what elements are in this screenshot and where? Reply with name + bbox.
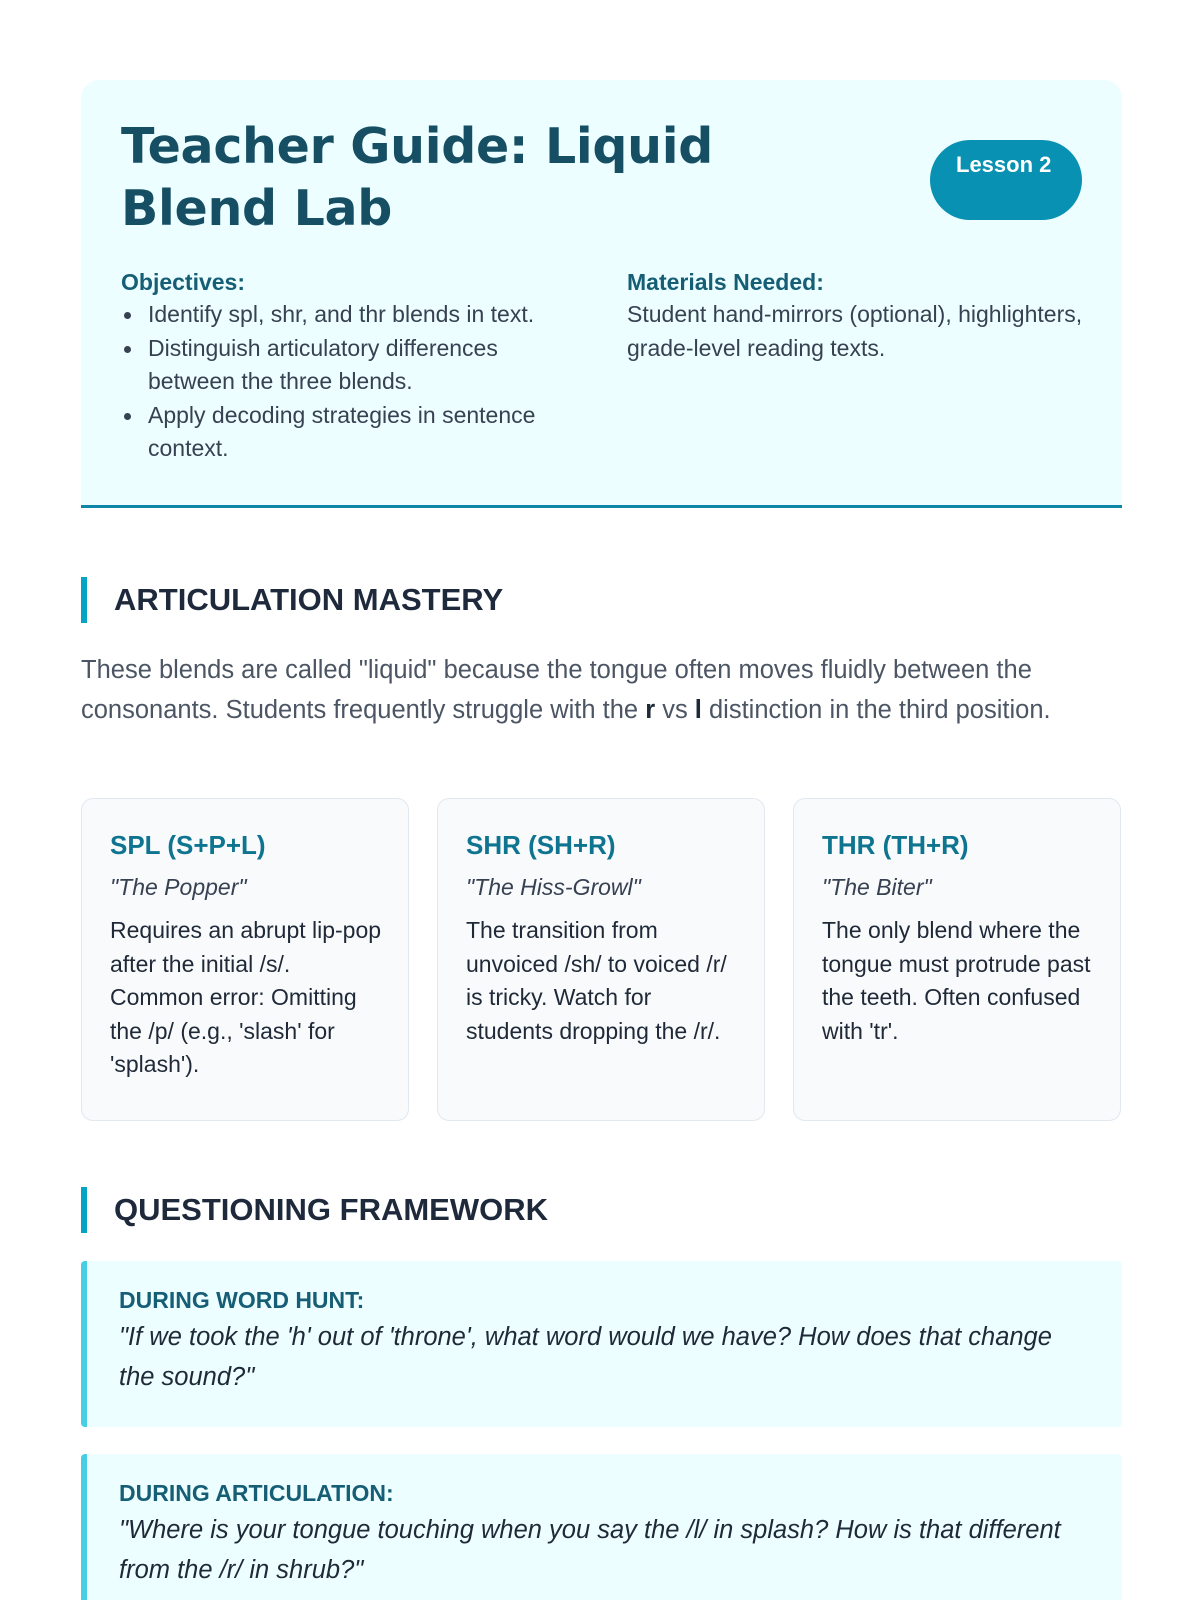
- bullet-icon: [124, 312, 131, 319]
- materials-heading: Materials Needed:: [627, 269, 824, 295]
- objectives-list: [121, 298, 591, 466]
- blend-card-nickname: "The Biter": [822, 874, 932, 900]
- question-label: DURING ARTICULATION:: [119, 1480, 394, 1506]
- blend-card-spl: [81, 798, 409, 1121]
- page-title: Teacher Guide: Liquid Blend Lab: [121, 118, 714, 237]
- objective-item: [121, 332, 591, 399]
- materials-text: Student hand-mirrors (optional), highlighters, grade-level reading texts.: [627, 301, 1083, 361]
- objective-item: [121, 298, 591, 332]
- blend-card-thr: [793, 798, 1121, 1121]
- blend-card-nickname: "The Hiss-Growl": [466, 874, 641, 900]
- intro-bold-r: r: [645, 696, 656, 724]
- objectives-heading: Objectives:: [121, 269, 245, 295]
- objective-text: Identify spl, shr, and thr blends in text.: [148, 301, 535, 327]
- blend-card-shr: [437, 798, 765, 1121]
- question-box-articulation: [81, 1454, 1122, 1600]
- question-text: "Where is your tongue touching when you say the /l/ in splash? How is that different from the /r/ in shrub?": [119, 1516, 1061, 1584]
- blend-card-title: THR (TH+R): [822, 830, 969, 860]
- blend-card-nickname: "The Popper": [110, 874, 247, 900]
- header-card: [81, 80, 1122, 508]
- question-label: DURING WORD HUNT:: [119, 1287, 365, 1313]
- objectives-section: [121, 266, 591, 466]
- articulation-heading: ARTICULATION MASTERY: [81, 577, 1081, 623]
- intro-bold-l: l: [694, 696, 702, 724]
- intro-text-start: These blends are called "liquid" because the tongue often moves fluidly between the consonants. Students frequently struggle with the: [81, 656, 1032, 724]
- blend-card-description: The only blend where the tongue must protrude past the teeth. Often confused with 'tr'.: [822, 917, 1091, 1044]
- materials-section: [627, 266, 1087, 365]
- bullet-icon: [124, 413, 131, 420]
- objective-item: [121, 399, 591, 466]
- blend-card-description: The transition from unvoiced /sh/ to voiced /r/ is tricky. Watch for students dropping the /r/.: [466, 917, 727, 1044]
- question-box-word-hunt: [81, 1261, 1122, 1427]
- question-text: "If we took the 'h' out of 'throne', what word would we have? How does that change the sound?": [119, 1323, 1052, 1391]
- objective-text: Distinguish articulatory differences between the three blends.: [148, 334, 498, 394]
- intro-text-middle: vs: [655, 696, 695, 724]
- blend-card-title: SHR (SH+R): [466, 830, 616, 860]
- blend-card-description: Requires an abrupt lip-pop after the initial /s/. Common error: Omitting the /p/ (e.g., 'slash' for 'splash').: [110, 917, 382, 1077]
- intro-text-end: distinction in the third position.: [701, 696, 1051, 724]
- questioning-heading: QUESTIONING FRAMEWORK: [81, 1187, 1081, 1233]
- bullet-icon: [124, 346, 131, 353]
- articulation-intro: [81, 650, 1121, 730]
- lesson-badge: Lesson 2: [930, 140, 1082, 220]
- blend-card-title: SPL (S+P+L): [110, 830, 266, 860]
- objective-text: Apply decoding strategies in sentence context.: [148, 401, 536, 461]
